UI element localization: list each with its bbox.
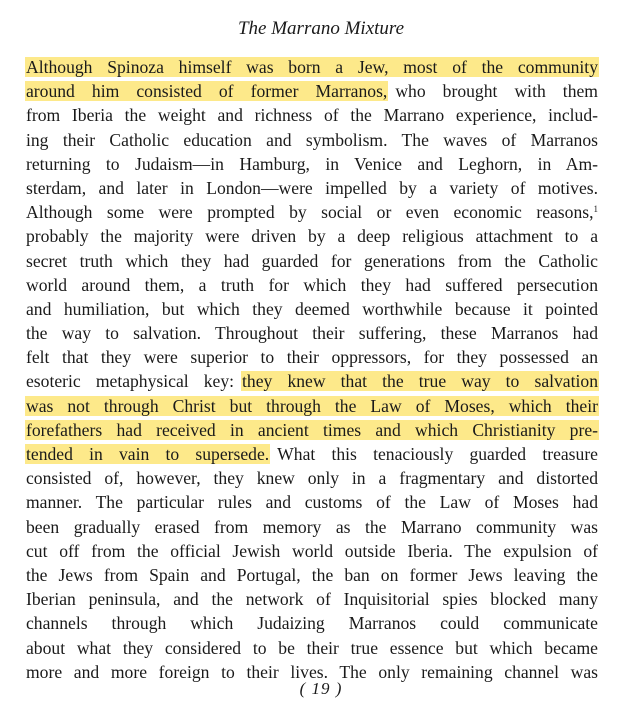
text-line — [26, 442, 598, 466]
text-line: sterdam, and later in London—were impelled by a variety of motives. — [26, 177, 598, 198]
text-line: manner. The particular rules and customs of the Law of Moses had — [26, 492, 598, 513]
text-line: felt that they were superior to their oppressors, for they possessed an — [26, 347, 598, 368]
text-line — [26, 394, 598, 418]
text-line: channels through which Judaizing Marranos could communicate — [26, 613, 598, 634]
text-line: about what they considered to be their true essence but which became — [26, 637, 598, 658]
text-line: returning to Judaism—in Hamburg, in Venice and Leghorn, in Am- — [26, 153, 598, 174]
text-line: probably the majority were driven by a deep religious attachment to a — [26, 226, 598, 247]
text-line — [26, 200, 598, 224]
text-line: the way to salvation. Throughout their suffering, these Marranos had — [26, 323, 598, 344]
text-line: cut off from the official Jewish world outside Iberia. The expulsion of — [26, 540, 598, 561]
text-line: from Iberia the weight and richness of the Marrano experience, includ- — [26, 105, 598, 126]
text-line: consisted of, however, they knew only in a fragmentary and distorted — [26, 468, 598, 489]
text-line — [26, 418, 598, 442]
page-header: The Marrano Mixture — [237, 18, 405, 39]
text-segment: Although some were prompted by social or even economic reasons, — [26, 202, 594, 223]
highlighted-text: was not through Christ but through the Law of Moses, which their — [26, 395, 598, 416]
highlighted-text: forefathers had received in ancient times and which Christianity pre- — [26, 419, 598, 440]
footnote-marker[interactable]: 1 — [593, 204, 598, 215]
text-segment: who brought with them — [395, 81, 598, 102]
text-line — [26, 369, 598, 393]
text-line: and humiliation, but which they deemed worthwhile because it pointed — [26, 298, 598, 319]
text-line: Iberian peninsula, and the network of Inquisitorial spies blocked many — [26, 589, 598, 610]
highlighted-text: they knew that the true way to salvation — [242, 371, 598, 392]
text-line: ing their Catholic education and symbolism. The waves of Marranos — [26, 129, 598, 150]
text-line: the Jews from Spain and Portugal, the ban on former Jews leaving the — [26, 564, 598, 585]
text-segment: What this tenaciously guarded treasure — [277, 444, 598, 464]
text-line: world around them, a truth for which they had suffered persecution — [26, 274, 598, 295]
text-line: more and more foreign to their lives. The only remaining channel was — [26, 661, 598, 682]
text-line — [26, 55, 598, 79]
text-segment: esoteric metaphysical key: — [26, 371, 235, 392]
text-line — [26, 79, 598, 103]
highlighted-text: Although Spinoza himself was born a Jew, most of the community — [26, 57, 598, 77]
text-line: secret truth which they had guarded for generations from the Catholic — [26, 250, 598, 271]
page-number: ( 19 ) — [299, 679, 343, 698]
highlighted-text: around him consisted of former Marranos, — [26, 81, 388, 102]
highlighted-text: tended in vain to supersede. — [26, 444, 270, 464]
page-body — [26, 55, 598, 684]
text-line: been gradually erased from memory as the Marrano community was — [26, 516, 598, 537]
